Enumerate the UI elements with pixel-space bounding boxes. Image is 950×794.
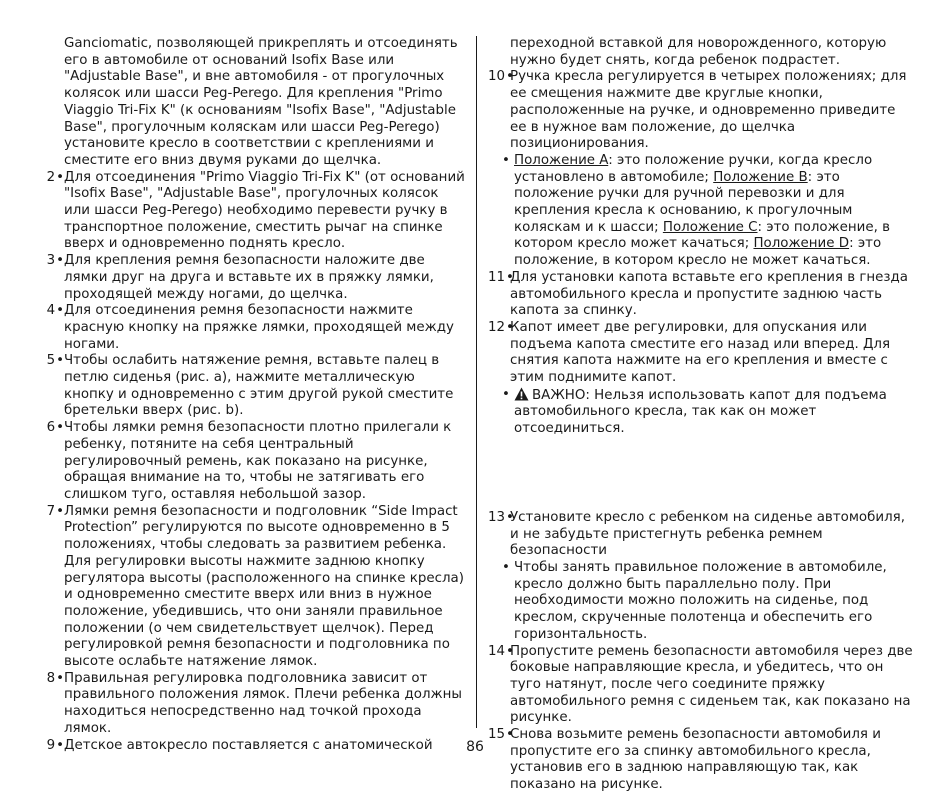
item-number: 6 • — [42, 420, 64, 437]
list-item — [488, 36, 916, 69]
item-number: 7 • — [42, 504, 64, 521]
item-text: Чтобы занять правильное положение в автомобиле, кресло должно быть параллельно полу. При необходимости можно положить на сиденье, под креслом, скрученные полотенца и обеспечить его горизонтальность. — [514, 559, 887, 642]
position-c-text: : это положение, в котором кресло может качаться; — [514, 219, 890, 252]
list-item — [42, 504, 467, 671]
item-number: 10 • — [488, 69, 510, 86]
bullet-dot: • — [502, 386, 510, 402]
column-divider — [476, 36, 477, 728]
list-item — [42, 36, 467, 170]
list-item — [488, 320, 916, 387]
item-number: 14 • — [488, 644, 510, 661]
sub-bullet — [488, 560, 916, 644]
position-c-label: Положение C — [662, 219, 758, 235]
position-b-label: Положение B — [713, 169, 808, 185]
item-text: Ручка кресла регулируется в четырех положениях; для ее смещения нажмите две круглые кнопки, расположенные на ручке, и одновременно приведите ее в нужное вам положение, до щелчка позиционирования. — [510, 69, 907, 152]
list-item — [42, 170, 467, 254]
item-text: Пропустите ремень безопасности автомобиля через две боковые направляющие кресла, и убедитесь, что он туго натянут, после чего соедините пряжку автомобильного ремня с сиденьем так, как показано на рисунке. — [510, 643, 913, 726]
position-d-label: Положение D — [753, 236, 850, 252]
warning-note — [488, 387, 916, 438]
item-number: 4 • — [42, 303, 64, 320]
item-text: переходной вставкой для новорожденного, которую нужно будет снять, когда ребенок подрастет. — [510, 36, 887, 68]
item-text: Для отсоединения "Primo Viaggio Tri-Fix K" (от оснований "Isofix Base", "Adjustable Base", прогулочных колясок или шасси Peg-Perego) необходимо перевести ручку в транспортное положение, сместить рычаг на спинке вверх и одновременно поднять кресло. — [64, 169, 465, 252]
item-number: 9 • — [42, 738, 64, 755]
position-a-label: Положение A — [514, 152, 609, 168]
item-text: Правильная регулировка подголовника зависит от правильного положения лямок. Плечи ребенка должны находиться непосредственно над точкой прохода лямок. — [64, 670, 462, 736]
right-column — [488, 36, 916, 794]
item-number: 15 • — [488, 727, 510, 744]
list-item — [488, 727, 916, 794]
item-text: Для крепления ремня безопасности наложите две лямки друг на друга и вставьте их в пряжку лямки, проходящей между ногами, до щелчка. — [64, 253, 434, 302]
list-item — [42, 303, 467, 353]
warning-text: ВАЖНО: Нельзя использовать капот для подъема автомобильного кресла, так как он может отсоединиться. — [514, 387, 887, 437]
item-number: 13 • — [488, 510, 510, 527]
item-number: 3 • — [42, 253, 64, 270]
position-a-text: : это положение ручки, когда кресло установлено в автомобиле; — [514, 152, 873, 185]
item-text: Ganciomatic, позволяющей прикреплять и отсоединять его в автомобиле от оснований Isofix Base или "Adjustable Base", и вне автомобиля - от прогулочных колясок или шасси Peg-Perego. Для крепления "Primo Viaggio Tri-Fix K" (к основаниям "Isofix Base", "Adjustable Base", прогулочным коляскам или шасси Peg-Perego) установите кресло в соответствии с креплениями и сместите его вниз двумя руками до щелчка. — [64, 36, 458, 168]
spacer — [488, 438, 916, 510]
item-number: 11 • — [488, 270, 510, 287]
item-text: Для отсоединения ремня безопасности нажмите красную кнопку на пряжке лямки, проходящей между ногами. — [64, 303, 454, 352]
item-text: Капот имеет две регулировки, для опускания или подъема капота сместите его назад или вперед. Для снятия капота нажмите на его крепления и вместе с этим поднимите капот. — [510, 319, 891, 386]
list-item — [42, 353, 467, 420]
item-text: Чтобы лямки ремня безопасности плотно прилегали к ребенку, потяните на себя центральный регулировочный ремень, как показано на рисунке, обращая внимание на то, чтобы не затягивать его слишком туго, оставляя небольшой зазор. — [64, 420, 452, 502]
item-number: 12 • — [488, 320, 510, 337]
item-text: Чтобы ослабить натяжение ремня, вставьте палец в петлю сиденья (рис. a), нажмите металлическую кнопку и одновременно с этим другой рукой сместите бретельки вверх (рис. b). — [64, 353, 454, 419]
item-number: 8 • — [42, 671, 64, 688]
page-number: 86 — [466, 739, 484, 755]
item-text: Снова возьмите ремень безопасности автомобиля и пропустите его за спинку автомобильного кресла, установив его в заднюю направляющую так, как показано на рисунке. — [510, 727, 881, 793]
position-b-text: : это положение ручки для ручной перевозки и для крепления кресла к основанию, к прогулочным коляскам и к шасси; — [514, 169, 853, 235]
list-item — [42, 420, 467, 504]
position-d-text: : это положение, в котором кресло не может качаться. — [514, 236, 882, 269]
warning-icon — [514, 387, 529, 401]
list-item — [42, 253, 467, 303]
bullet-dot: • — [502, 152, 510, 168]
item-text: Детское автокресло поставляется с анатомической — [64, 737, 433, 753]
list-item — [488, 69, 916, 153]
item-text: Установите кресло с ребенком на сиденье автомобиля, и не забудьте пристегнуть ребенка ремнем безопасности — [510, 509, 905, 559]
item-text: Лямки ремня безопасности и подголовник “Side Impact Protection” регулируются по высоте одновременно в 5 положениях, чтобы следовать за развитием ребенка. Для регулировки высоты нажмите заднюю кнопку регулятора высоты (расположенного на спинке кресла) и одновременно сместите вверх или вниз в нужное положение, убедившись, что они заняли правильное положении (о чем свидетельствует щелчок). Перед регулировкой ремня безопасности и подголовника по высоте ослабьте натяжение лямок. — [64, 503, 464, 670]
left-column — [42, 36, 467, 754]
item-number: 2 • — [42, 170, 64, 187]
bullet-dot: • — [502, 559, 510, 575]
sub-bullet — [488, 153, 916, 270]
item-text: Для установки капота вставьте его крепления в гнезда автомобильного кресла и пропустите заднюю часть капота за спинку. — [510, 269, 908, 319]
list-item — [488, 270, 916, 320]
list-item — [42, 671, 467, 738]
list-item — [488, 644, 916, 728]
list-item — [488, 510, 916, 560]
item-number: 5 • — [42, 353, 64, 370]
